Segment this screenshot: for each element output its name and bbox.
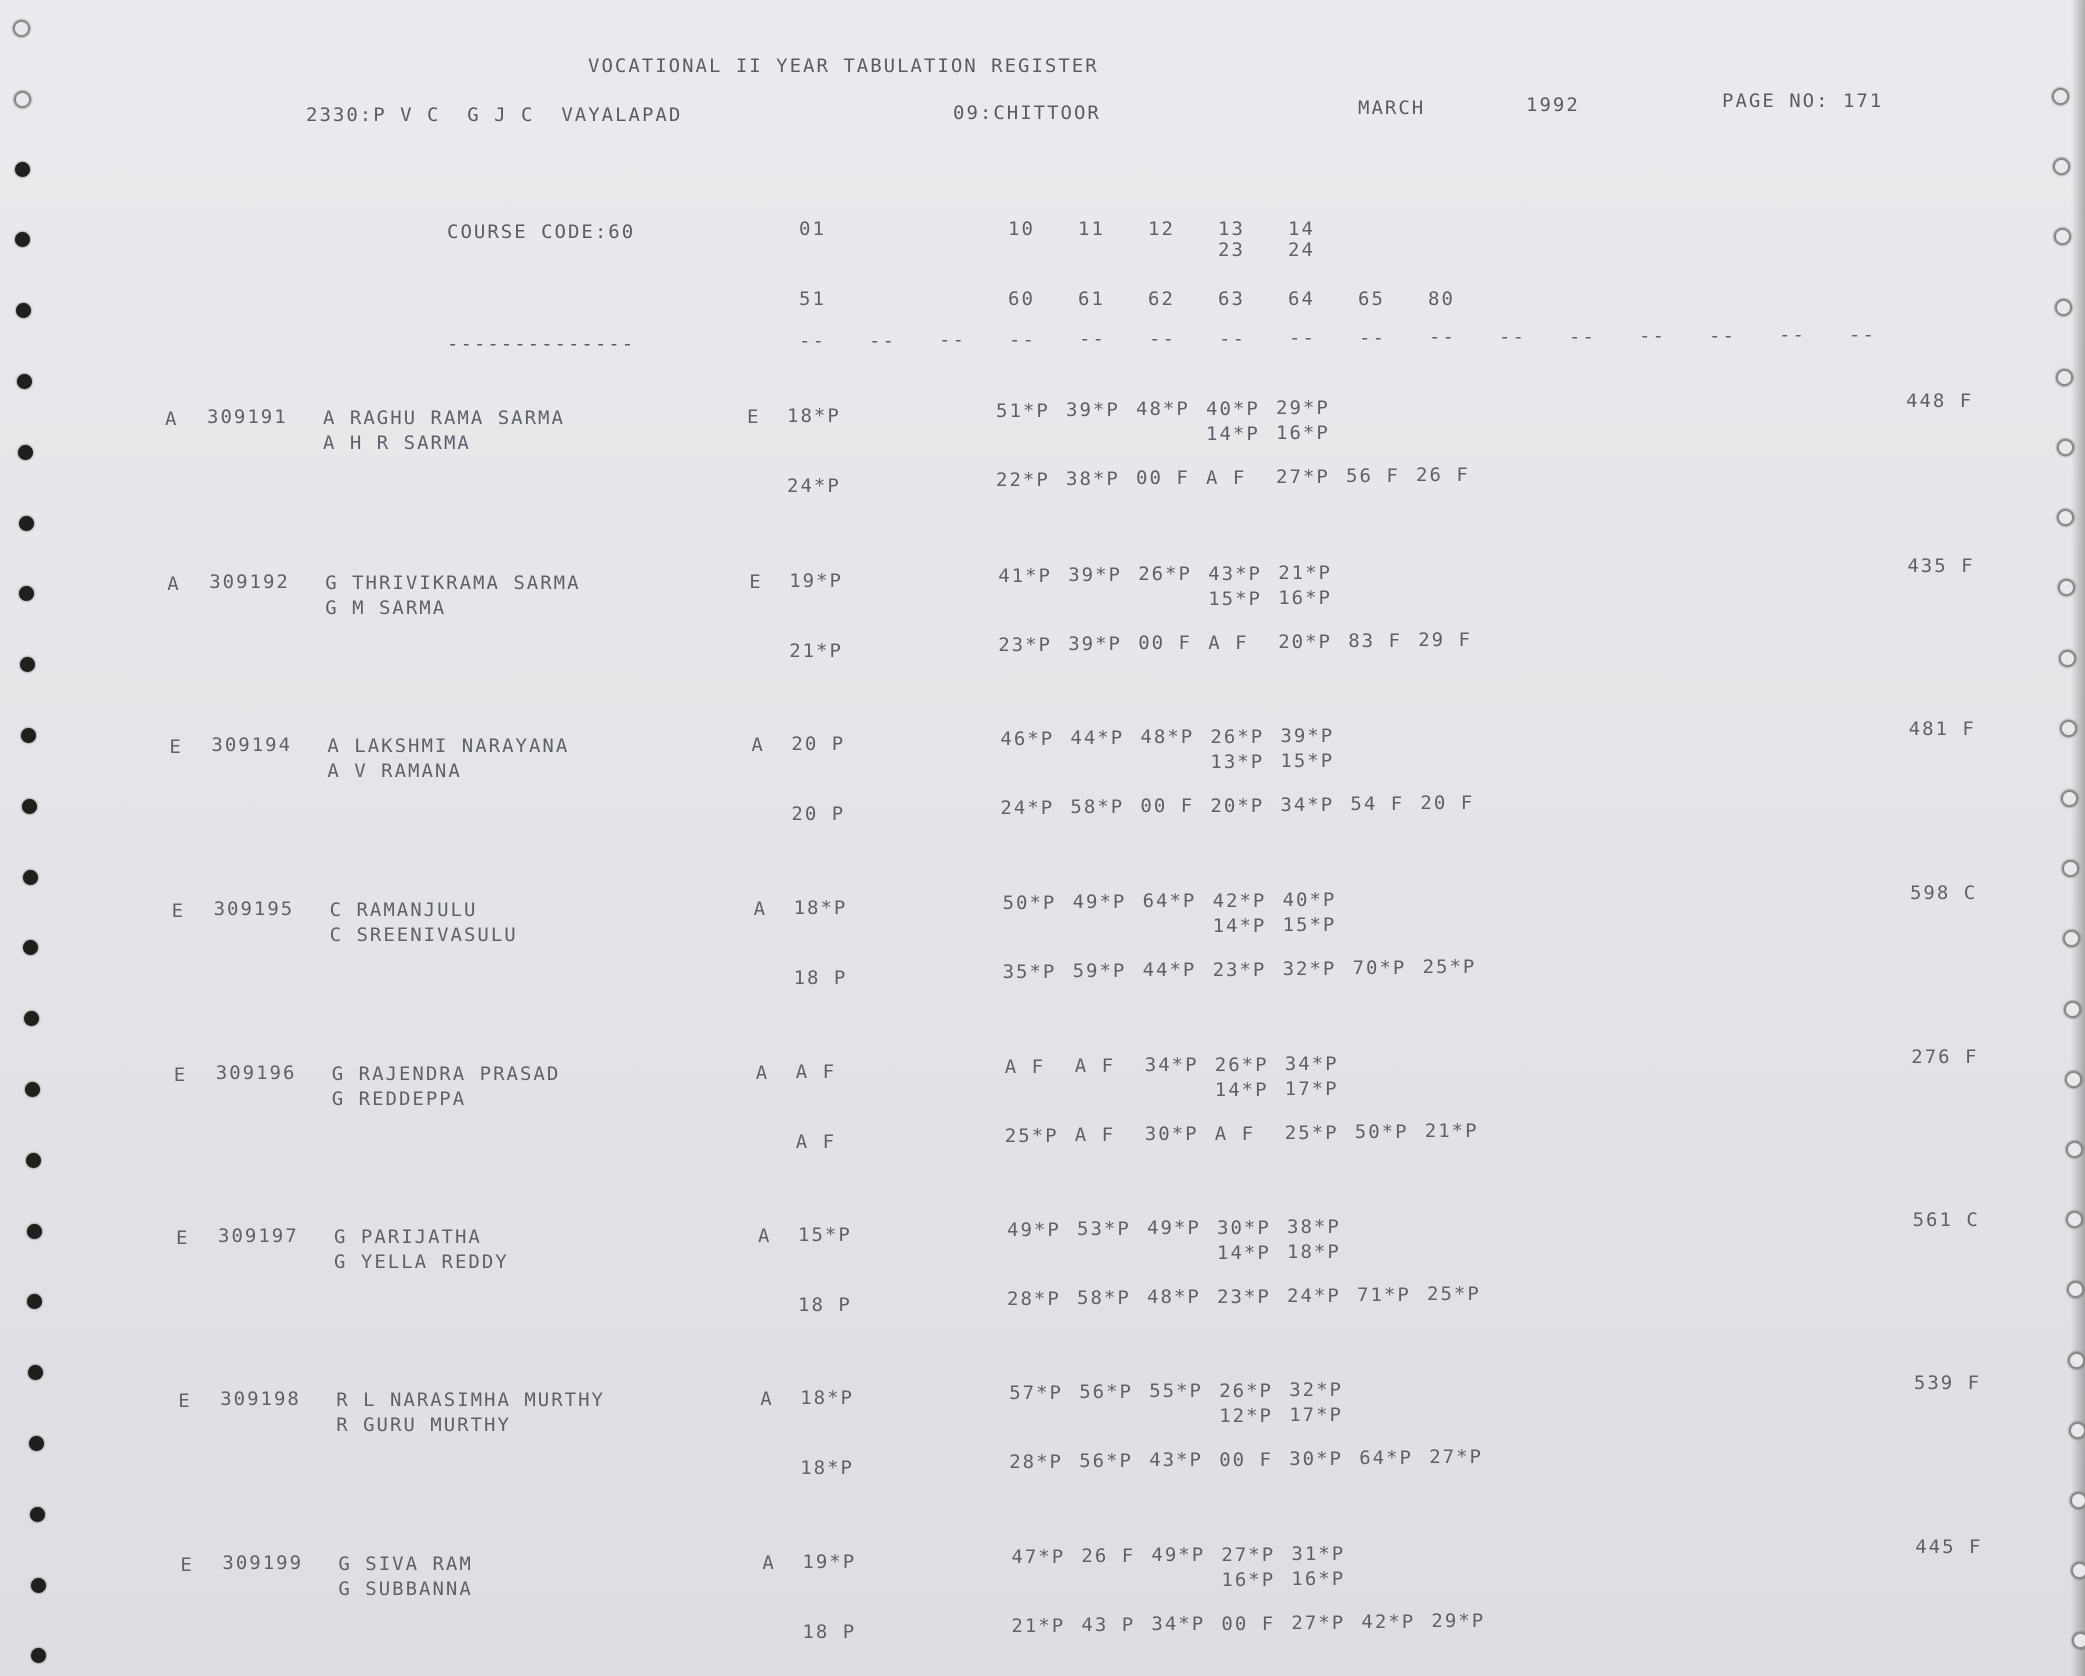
subject-mark: 22*P [996,469,1050,491]
language-medium: A [755,1062,770,1084]
student-name: G THRIVIKRAMA SARMA [325,572,581,594]
student-name: G SIVA RAM [338,1553,473,1575]
tractor-hole [2059,650,2076,667]
subject-mark: 25*P [1422,956,1477,979]
student-name: G RAJENDRA PRASAD [331,1063,561,1085]
subject-mark: 14*P [1206,423,1260,445]
tractor-hole [2066,1141,2083,1158]
subject-mark: 71*P [1357,1284,1411,1306]
total-result: 561 C [1912,1209,1980,1231]
subject-mark: 42*P [1212,889,1267,912]
roll-number: 309197 [218,1225,299,1247]
subject-mark: 70*P [1352,957,1407,979]
tractor-hole [2052,88,2069,105]
subject-code: 60 [1008,288,1035,310]
subject-mark: 41*P [998,565,1052,587]
subject-mark: 48*P [1140,726,1195,749]
subject-mark: 25*P [1284,1121,1339,1144]
subject-code: 01 [799,218,826,240]
subject-mark: 48*P [1147,1286,1201,1309]
subject-mark: 44*P [1142,959,1197,982]
subject-code: 10 [1008,218,1035,240]
tractor-hole [29,1436,44,1451]
section-letter: E [180,1554,194,1576]
tractor-hole [28,1365,43,1380]
subject-mark: 34*P [1284,1052,1339,1075]
subject-mark: 43 P [1081,1614,1136,1637]
subject-mark: 31*P [1291,1542,1346,1565]
section-letter: A [167,573,181,595]
column-dash: -- [1429,326,1456,349]
first-language-mark: A F [795,1061,837,1083]
district-name: 09:CHITTOOR [953,102,1101,124]
tractor-hole [2068,1352,2085,1369]
second-language-mark: 18 P [802,1621,857,1643]
subject-mark: 28*P [1007,1288,1061,1310]
first-language-mark: 19*P [789,570,843,592]
second-language-mark: A F [795,1131,837,1153]
subject-mark: 00 F [1138,632,1192,655]
father-name: R GURU MURTHY [336,1414,511,1436]
column-dash: -- [1289,327,1316,350]
subject-mark: 83 F [1348,630,1402,652]
column-dash: -- [1499,326,1526,348]
subject-mark: 51*P [996,400,1050,422]
course-code: COURSE CODE:60 [447,221,636,243]
subject-mark: 24*P [1000,797,1055,819]
subject-mark: 39*P [1066,399,1120,422]
subject-mark: A F [1206,466,1247,489]
roll-number: 309199 [222,1552,304,1574]
subject-mark: 27*P [1221,1543,1276,1566]
subject-mark: 27*P [1429,1446,1483,1469]
subject-mark: A F [1004,1056,1046,1078]
tractor-hole [21,728,36,743]
tractor-hole [2056,369,2073,386]
tractor-hole [27,1224,42,1239]
roll-number: 309191 [207,406,288,428]
total-result: 481 F [1908,718,1976,740]
tractor-hole [22,799,37,814]
subject-code: 51 [799,288,826,310]
subject-mark: 16*P [1221,1569,1276,1591]
subject-mark: 18*P [1287,1241,1341,1264]
section-letter: E [173,1064,188,1086]
total-result: 598 C [1909,882,1978,904]
subject-mark: A F [1208,631,1249,654]
language-medium: E [749,571,763,593]
roll-number: 309192 [209,571,290,593]
subject-mark: 16*P [1291,1568,1346,1591]
tractor-hole [24,1011,39,1026]
subject-mark: 00 F [1136,467,1190,490]
first-language-mark: 20 P [791,733,846,755]
subject-mark: 15*P [1208,588,1262,610]
subject-mark: A F [1074,1055,1116,1078]
column-dash: -- [939,329,966,352]
section-letter: E [176,1227,190,1249]
subject-mark: 64*P [1359,1447,1413,1469]
subject-mark: 34*P [1144,1054,1199,1077]
father-name: A V RAMANA [327,760,462,782]
tractor-hole [23,870,38,885]
subject-mark: 23*P [998,634,1052,656]
subject-mark: 27*P [1291,1611,1346,1634]
tractor-hole [16,303,31,318]
column-dash: -- [1639,325,1666,348]
first-language-mark: 19*P [802,1551,857,1573]
language-medium: A [753,898,768,920]
subject-code: 11 [1078,218,1105,240]
second-language-mark: 24*P [787,475,841,497]
subject-mark: 28*P [1009,1451,1063,1473]
subject-mark: 38*P [1287,1215,1341,1238]
subject-mark: 50*P [1354,1121,1409,1143]
father-name: G YELLA REDDY [334,1251,509,1273]
second-language-mark: 20 P [791,803,846,825]
tractor-hole [2071,1562,2085,1579]
tractor-hole [15,232,30,247]
language-medium: A [751,734,765,756]
tractor-hole [26,1153,41,1168]
subject-mark: 35*P [1002,961,1057,983]
student-name: R L NARASIMHA MURTHY [336,1389,605,1411]
subject-mark: 40*P [1282,888,1337,911]
subject-mark: 00 F [1219,1448,1273,1471]
subject-mark: 26 F [1416,464,1470,487]
subject-mark: 42*P [1361,1611,1416,1633]
subject-mark: 17*P [1289,1404,1343,1427]
father-name: G REDDEPPA [331,1088,467,1110]
student-name: C RAMANJULU [329,899,478,921]
subject-mark: 34*P [1151,1613,1206,1636]
roll-number: 309194 [211,734,293,756]
subject-mark: 15*P [1280,750,1335,773]
subject-mark: 21*P [1278,561,1332,584]
subject-code: 63 [1218,288,1245,310]
subject-mark: 49*P [1151,1544,1206,1567]
subject-mark: 16*P [1276,422,1330,445]
subject-mark: 64*P [1142,890,1197,913]
subject-mark: 58*P [1077,1287,1131,1310]
column-dash: -- [1009,328,1036,351]
subject-mark: 27*P [1276,465,1330,488]
subject-mark: 54 F [1350,793,1405,815]
father-name: G SUBBANNA [338,1578,473,1600]
subject-mark: 50*P [1002,892,1057,914]
subject-mark: 29 F [1418,629,1472,652]
language-medium: A [760,1388,774,1410]
subject-mark: 32*P [1282,957,1337,980]
subject-code: 62 [1148,288,1175,310]
tractor-hole [25,1082,40,1097]
subject-mark: 39*P [1068,564,1122,587]
section-letter: E [178,1390,192,1412]
first-language-mark: 18*P [800,1387,854,1409]
subject-mark: 23*P [1212,958,1267,981]
total-result: 539 F [1913,1372,1982,1394]
column-dash: -- [1219,327,1246,350]
tractor-hole [2057,439,2074,456]
second-language-mark: 18 P [793,967,848,989]
tractor-hole [23,940,38,955]
roll-number: 309195 [213,898,295,920]
subject-mark: 12*P [1219,1405,1273,1427]
subject-mark: 30*P [1217,1216,1271,1239]
subject-mark: 30*P [1144,1123,1199,1146]
subject-mark: 25*P [1004,1125,1059,1147]
language-medium: A [758,1225,772,1247]
section-letter: E [171,900,186,922]
first-language-mark: 18*P [787,405,841,427]
subject-code: 64 [1288,288,1315,310]
subject-mark: 16*P [1278,587,1332,610]
tractor-hole [20,657,35,672]
first-language-mark: 15*P [798,1224,852,1246]
column-dash: -- [1569,325,1596,348]
first-language-mark: 18*P [793,897,848,919]
student-name: A LAKSHMI NARAYANA [327,735,570,757]
subject-mark: 21*P [1011,1615,1066,1637]
column-dash: -- [1149,328,1176,350]
subject-mark: 48*P [1136,398,1190,421]
course-code-underline: -------------- [447,333,636,355]
subject-mark: 24*P [1287,1284,1341,1307]
roll-number: 309196 [215,1062,297,1084]
subject-mark: 21*P [1424,1120,1479,1143]
subject-mark: 20*P [1210,794,1265,817]
subject-mark: 13*P [1210,751,1265,773]
subject-mark: 23*P [1217,1285,1271,1308]
subject-code: 13 [1218,218,1245,240]
tractor-hole [31,1578,46,1593]
tractor-hole [19,586,34,601]
subject-code: 12 [1148,218,1175,240]
subject-mark: A F [1214,1122,1256,1145]
total-result: 435 F [1907,555,1975,577]
tractor-hole [2054,228,2071,245]
tractor-hole [2062,860,2079,877]
tractor-hole [2060,720,2077,737]
father-name: A H R SARMA [323,432,471,454]
subject-mark: 20 F [1420,792,1475,815]
subject-code: 23 [1218,239,1245,261]
tractor-hole [31,1648,46,1663]
total-result: 276 F [1911,1046,1979,1068]
subject-mark: 56*P [1079,1450,1133,1473]
second-language-mark: 18*P [800,1457,854,1479]
subject-mark: 00 F [1221,1612,1276,1635]
subject-code: 65 [1358,288,1385,310]
second-language-mark: 21*P [789,640,843,662]
college-name: 2330:P V C G J C VAYALAPAD [306,104,683,126]
subject-mark: 20*P [1278,630,1332,653]
section-letter: A [165,408,179,430]
exam-year: 1992 [1526,94,1580,116]
column-dash: -- [1359,326,1386,349]
subject-mark: 30*P [1289,1447,1343,1470]
subject-mark: 49*P [1007,1219,1061,1241]
subject-mark: 59*P [1072,960,1127,983]
subject-code: 80 [1428,288,1455,310]
subject-mark: 46*P [1000,728,1055,750]
subject-code: 24 [1288,239,1315,261]
student-name: A RAGHU RAMA SARMA [323,407,565,429]
tractor-hole [2055,299,2072,316]
subject-mark: 56 F [1346,465,1400,487]
subject-mark: 56*P [1079,1381,1133,1404]
subject-mark: 39*P [1280,724,1335,747]
page-number: PAGE NO: 171 [1722,90,1884,112]
tractor-hole [18,445,33,460]
total-result: 445 F [1915,1536,1983,1558]
subject-mark: 14*P [1214,1079,1269,1101]
exam-month: MARCH [1358,97,1426,119]
subject-mark: 32*P [1289,1378,1343,1401]
language-medium: A [762,1552,776,1574]
tractor-hole [14,91,31,108]
subject-mark: 29*P [1431,1610,1486,1633]
subject-mark: 39*P [1068,633,1122,656]
tractor-hole [2061,790,2078,807]
subject-mark: 26*P [1219,1379,1273,1402]
subject-mark: 53*P [1077,1218,1131,1241]
subject-mark: 00 F [1140,795,1195,818]
column-dash: -- [869,329,896,352]
subject-mark: 34*P [1280,793,1335,816]
student-name: G PARIJATHA [334,1226,482,1248]
subject-mark: 49*P [1147,1217,1201,1240]
register-title: VOCATIONAL II YEAR TABULATION REGISTER [588,55,1099,77]
tractor-hole [2069,1422,2085,1439]
subject-mark: 26*P [1210,725,1265,748]
tractor-hole [2065,1071,2082,1088]
tractor-hole [2053,158,2070,175]
language-medium: E [747,406,761,428]
subject-code: 61 [1078,288,1105,310]
subject-mark: 44*P [1070,727,1125,750]
subject-mark: 26*P [1214,1053,1269,1076]
subject-mark: 38*P [1066,468,1120,491]
subject-mark: 29*P [1276,396,1330,419]
tractor-hole [15,162,30,177]
tractor-hole [19,516,34,531]
subject-mark: 26*P [1138,563,1192,586]
subject-mark: 43*P [1149,1449,1203,1472]
tractor-hole [2070,1492,2085,1509]
subject-mark: 26 F [1081,1545,1136,1568]
column-dash: -- [1779,324,1806,347]
column-dash: -- [1709,324,1736,347]
column-dash: -- [1079,328,1106,351]
father-name: C SREENIVASULU [329,924,518,946]
tractor-hole [27,1294,42,1309]
subject-mark: 47*P [1011,1546,1066,1568]
roll-number: 309198 [220,1388,301,1410]
tractor-hole [13,20,30,37]
section-letter: E [169,736,183,758]
column-dash: -- [799,330,826,352]
subject-code: 14 [1288,218,1315,240]
total-result: 448 F [1906,390,1974,412]
father-name: G M SARMA [325,597,447,619]
subject-mark: 58*P [1070,796,1125,819]
subject-mark: 14*P [1217,1242,1271,1264]
subject-mark: 14*P [1212,915,1267,937]
subject-mark: 49*P [1072,891,1127,914]
subject-mark: 25*P [1427,1283,1481,1306]
subject-mark: 40*P [1206,397,1260,420]
tractor-hole [30,1507,45,1522]
tractor-hole [17,374,32,389]
subject-mark: 57*P [1009,1382,1063,1404]
tractor-hole [2064,1001,2081,1018]
subject-mark: 55*P [1149,1380,1203,1403]
subject-mark: 43*P [1208,562,1262,585]
subject-mark: 15*P [1282,914,1337,937]
subject-mark: 17*P [1284,1078,1339,1101]
second-language-mark: 18 P [798,1294,852,1316]
subject-mark: A F [1074,1124,1116,1147]
column-dash: -- [1849,324,1876,346]
